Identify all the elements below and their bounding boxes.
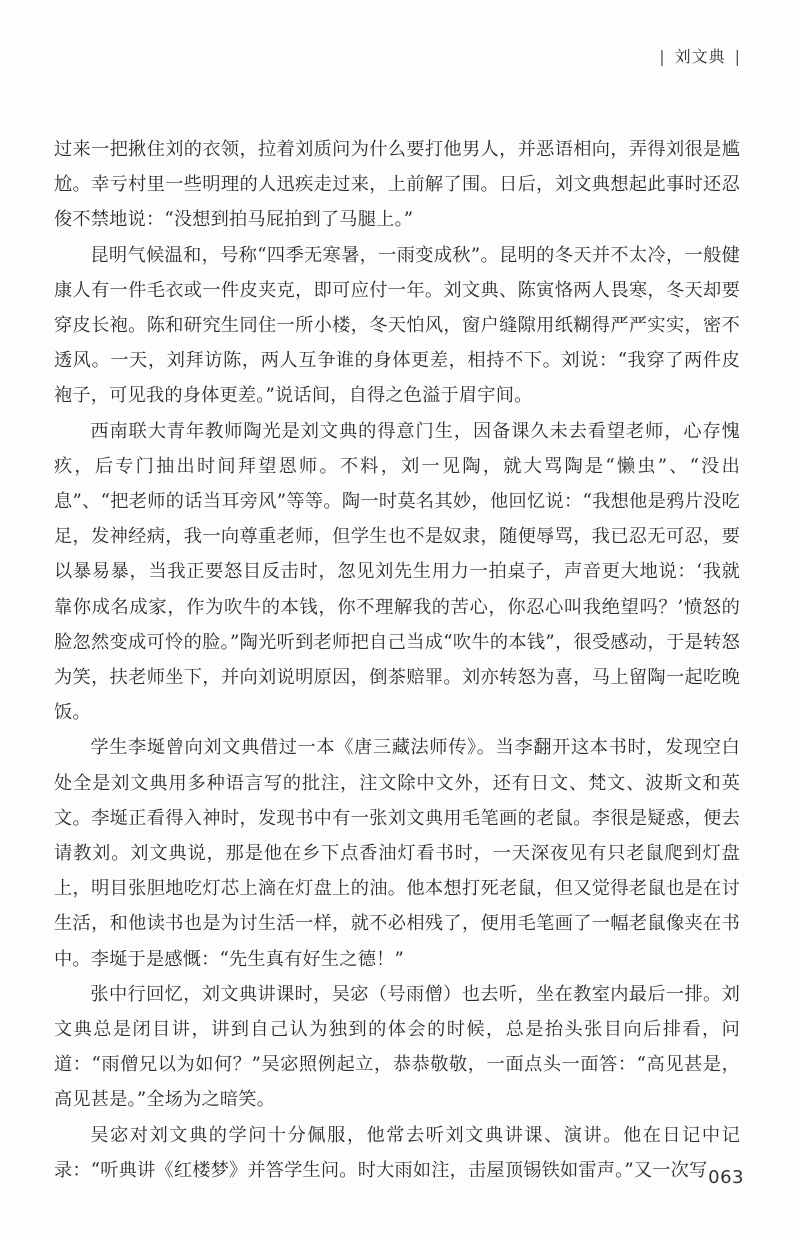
paragraph-6: 吴宓对刘文典的学问十分佩服，他常去听刘文典讲课、演讲。他在日记中记录：“听典讲《红楼梦》并答学生问。时大雨如注，击屋顶锡铁如雷声。”又一次写: [54, 1124, 740, 1181]
paragraph-5: 张中行回忆，刘文典讲课时，吴宓（号雨僧）也去听，坐在教室内最后一排。刘文典总是闭目讲，讲到自己认为独到的体会的时候，总是抬头张目向后排看，问道：“雨僧兄以为如何？”吴宓照例起立，恭恭敬敬，一面点头一面答：“高见甚是，高见甚是。”全场为之暗笑。: [54, 983, 740, 1111]
paragraph-3: 西南联大青年教师陶光是刘文典的得意门生，因备课久未去看望老师，心存愧疚，后专门抽出时间拜望恩师。不料，刘一见陶，就大骂陶是“懒虫”、“没出息”、“把老师的话当耳旁风”等等。陶一时莫名其妙，他回忆说：“我想他是鸦片没吃足，发神经病，我一向尊重老师，但学生也不是奴隶，随便辱骂，我已忍无可忍，要以暴易暴，当我正要怒目反击时，忽见刘先生用力一拍桌子，声音更大地说：‘我就靠你成名成家，作为吹牛的本钱，你不理解我的苦心，你忍心叫我绝望吗？’愤怒的脸忽然变成可怜的脸。”陶光听到老师把自己当成“吹牛的本钱”，很受感动，于是转怒为笑，扶老师坐下，并向刘说明原因，倒茶赔罪。刘亦转怒为喜，马上留陶一起吃晚饭。: [54, 420, 740, 724]
page-number: 063: [708, 1167, 744, 1188]
body-text: [54, 132, 740, 1188]
paragraph-2: 昆明气候温和，号称“四季无寒暑，一雨变成秋”。昆明的冬天并不太冷，一般健康人有一件毛衣或一件皮夹克，即可应付一年。刘文典、陈寅恪两人畏寒，冬天却要穿皮长袍。陈和研究生同住一所小楼，冬天怕风，窗户缝隙用纸糊得严严实实，密不透风。一天，刘拜访陈，两人互争谁的身体更差，相持不下。刘说：“我穿了两件皮袍子，可见我的身体更差。”说话间，自得之色溢于眉宇间。: [54, 244, 741, 407]
header-divider-left: |: [659, 47, 666, 66]
paragraph-1: 过来一把揪住刘的衣领，拉着刘质问为什么要打他男人，并恶语相向，弄得刘很是尴尬。幸亏村里一些明理的人迅疾走过来，上前解了围。日后，刘文典想起此事时还忍俊不禁地说：“没想到拍马屁拍到了马腿上。”: [54, 139, 740, 231]
running-header: [650, 44, 750, 67]
header-divider-right: |: [734, 47, 741, 66]
paragraph-4: 学生李埏曾向刘文典借过一本《唐三藏法师传》。当李翻开这本书时，发现空白处全是刘文典用多种语言写的批注，注文除中文外，还有日文、梵文、波斯文和英文。李埏正看得入神时，发现书中有一张刘文典用毛笔画的老鼠。李很是疑惑，便去请教刘。刘文典说，那是他在乡下点香油灯看书时，一天深夜见有只老鼠爬到灯盘上，明目张胆地吃灯芯上滴在灯盘上的油。他本想打死老鼠，但又觉得老鼠也是在讨生活，和他读书也是为讨生活一样，就不必相残了，便用毛笔画了一幅老鼠像夹在书中。李埏于是感慨：“先生真有好生之德！”: [54, 737, 740, 970]
chapter-title: 刘文典: [674, 47, 726, 66]
